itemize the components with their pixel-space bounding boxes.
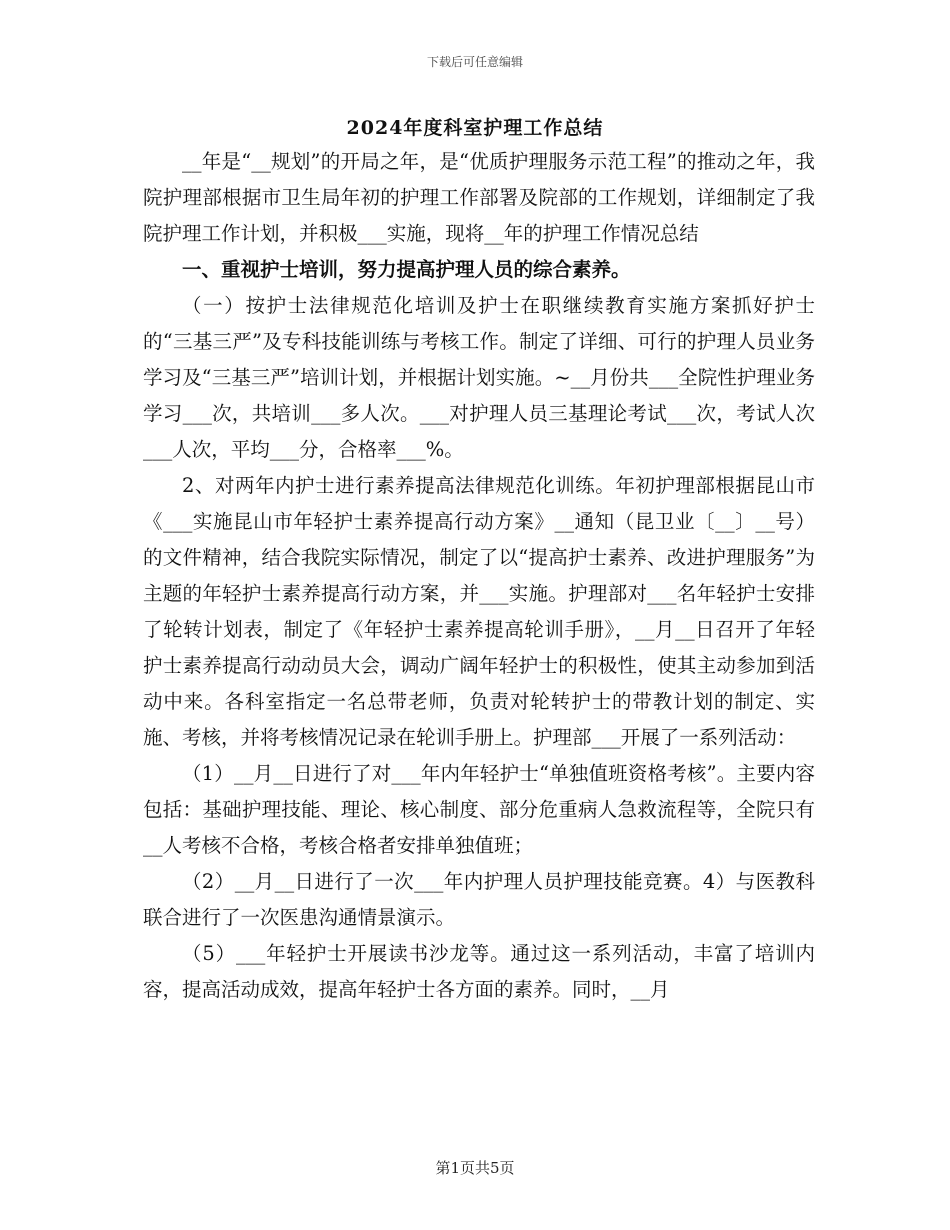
intro-paragraph: __年是“__规划”的开局之年，是“优质护理服务示范工程”的推动之年，我院护理部根据市卫生局年初的护理工作部署及院部的工作规划，详细制定了我院护理工作计划，并积极___实施，现将__年的护理工作情况总结 — [143, 150, 815, 245]
body-paragraph: 2、对两年内护士进行素养提高法律规范化训练。年初护理部根据昆山市《___实施昆山市年轻护士素养提高行动方案》__通知（昆卫业〔__〕__号）的文件精神，结合我院实际情况，制定了以“提高护士素养、改进护理服务”为主题的年轻护士素养提高行动方案，并___实施。护理部对___名年轻护士安排了轮转计划表，制定了《年轻护士素养提高轮训手册》，__月__日召开了年轻护士素养提高行动动员大会，调动广阔年轻护士的积极性，使其主动参加到活动中来。各科室指定一名总带老师，负责对轮转护士的带教计划的制定、实施、考核，并将考核情况记录在轮训手册上。护理部___开展了一系列活动： — [143, 474, 815, 749]
body-paragraph: （一）按护士法律规范化培训及护士在职继续教育实施方案抓好护士的“三基三严”及专科技能训练与考核工作。制定了详细、可行的护理人员业务学习及“三基三严”培训计划，并根据计划实施。~__月份共___全院性护理业务学习___次，共培训___多人次。___对护理人员三基理论考试___次，考试人次___人次，平均___分，合格率___%。 — [143, 294, 815, 461]
list-paragraph: （1）__月__日进行了对___年内年轻护士“单独值班资格考核”。主要内容包括：基础护理技能、理论、核心制度、部分危重病人急救流程等，全院只有__人考核不合格，考核合格者安排单独值班； — [143, 762, 815, 857]
document-title: 2024年度科室护理工作总结 — [346, 117, 604, 139]
list-paragraph: （2）__月__日进行了一次___年内护理人员护理技能竞赛。4）与医教科联合进行了一次医患沟通情景演示。 — [143, 870, 815, 929]
page-number: 第1页共5页 — [435, 1159, 515, 1177]
list-paragraph: （5）___年轻护士开展读书沙龙等。通过这一系列活动，丰富了培训内容，提高活动成效，提高年轻护士各方面的素养。同时，__月 — [143, 942, 815, 1001]
section-heading: 一、重视护士培训，努力提高护理人员的综合素养。 — [182, 258, 631, 281]
document-body — [143, 144, 815, 1008]
header-note: 下载后可任意编辑 — [426, 55, 523, 69]
